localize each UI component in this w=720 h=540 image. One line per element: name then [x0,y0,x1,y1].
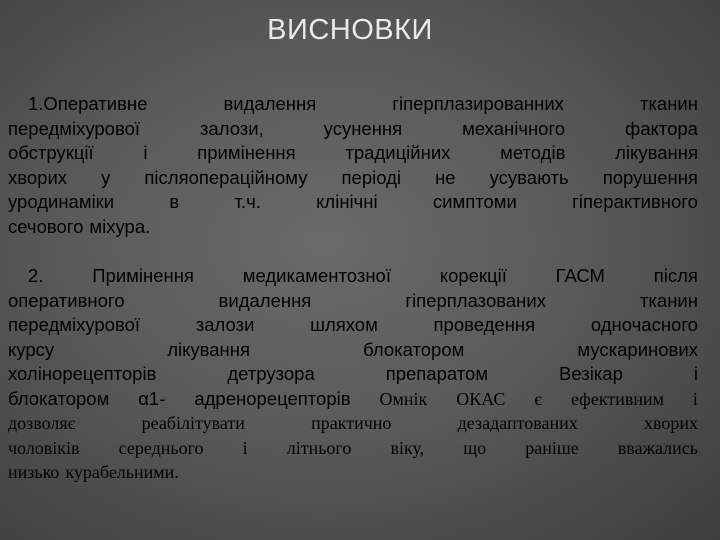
word: гіперплазированних [392,93,564,114]
word: фактора [625,117,698,139]
word: симптоми [432,191,517,212]
word: ефективним [570,388,664,409]
text-line [8,166,698,191]
word: що [463,437,487,458]
text-line [8,436,698,461]
word: дезадаптованих [457,413,578,433]
word: видалення [218,289,312,311]
word: 1.Оперативне [28,93,148,114]
word: хворих [8,166,68,188]
word: і [242,437,248,458]
word: усувають [489,166,569,188]
word: тканин [639,289,698,311]
text-line [8,215,698,240]
word: чоловіків [8,437,80,458]
word: проведення [433,314,536,335]
word: методів [500,142,566,163]
word: Везікар [558,363,623,384]
text-line [8,362,698,387]
text-line [8,92,698,117]
word: гіперактивного [572,191,698,212]
word: післяопераційному [144,166,308,188]
word: хворих [643,413,698,433]
word: гіперплазованих [405,289,546,311]
word: не [435,166,456,188]
text-line [8,387,698,412]
word: медикаментозної [242,265,391,286]
word: оперативного [8,289,125,311]
word: в [169,191,180,212]
word: раніше [525,437,579,458]
word: ГАСМ [555,265,605,286]
text-line [8,117,698,142]
word: примінення [197,142,296,163]
word: вважались [617,437,698,458]
text-line [8,313,698,338]
word: залози, [199,117,264,139]
word: реабілітувати [141,413,245,433]
word: уродинаміки [8,191,115,212]
word: залози [195,314,255,335]
paragraph-1 [8,92,698,239]
word: детрузора [227,363,315,384]
word: і [693,363,698,384]
word: т.ч. [234,191,261,212]
word: одночасного [590,314,698,335]
word: обструкції [8,142,94,163]
word: періоді [341,166,402,188]
word: і [692,388,698,409]
word: мускаринових [577,338,698,360]
word: сечового [8,215,84,237]
word: тканин [639,93,698,114]
word: механічного [462,117,566,139]
word: дозволяє [8,413,76,433]
text-line [8,190,698,215]
word: адренорецепторів [194,387,351,409]
word: традиційних [345,142,451,163]
word: холінорецепторів [8,363,157,384]
text-line [8,411,698,436]
word: блокатором [363,338,465,360]
word: і [143,142,148,163]
word: Примінення [92,265,194,286]
text-line [8,338,698,363]
word: передміхурової [8,117,141,139]
word: передміхурової [8,314,141,335]
word: міхура. [89,215,151,237]
word: клінічні [316,191,378,212]
slide-title: ВИСНОВКИ [267,14,433,46]
word: блокатором [8,387,110,409]
word: Омнік [379,388,428,409]
word: середнього [118,437,204,458]
word: у [101,166,111,188]
text-line [8,141,698,166]
paragraph-2 [8,264,698,485]
word: ОКАС [456,388,506,409]
word: 2. [28,265,44,286]
text-line [8,460,698,485]
word: порушення [602,166,698,188]
word: курабельними. [65,462,179,482]
word: є [534,388,543,409]
word: віку, [390,437,425,458]
word: α1- [138,387,166,409]
word: після [653,265,698,286]
text-line [8,289,698,314]
word: практично [311,413,392,433]
word: лікування [615,142,698,163]
word: видалення [223,93,317,114]
word: шляхом [310,314,378,335]
text-line [8,264,698,289]
word: усунення [323,117,403,139]
word: препаратом [385,363,489,384]
word: низько [8,462,60,482]
word: літнього [286,437,352,458]
word: курсу [8,338,55,360]
word: корекції [439,265,507,286]
word: лікування [167,338,251,360]
